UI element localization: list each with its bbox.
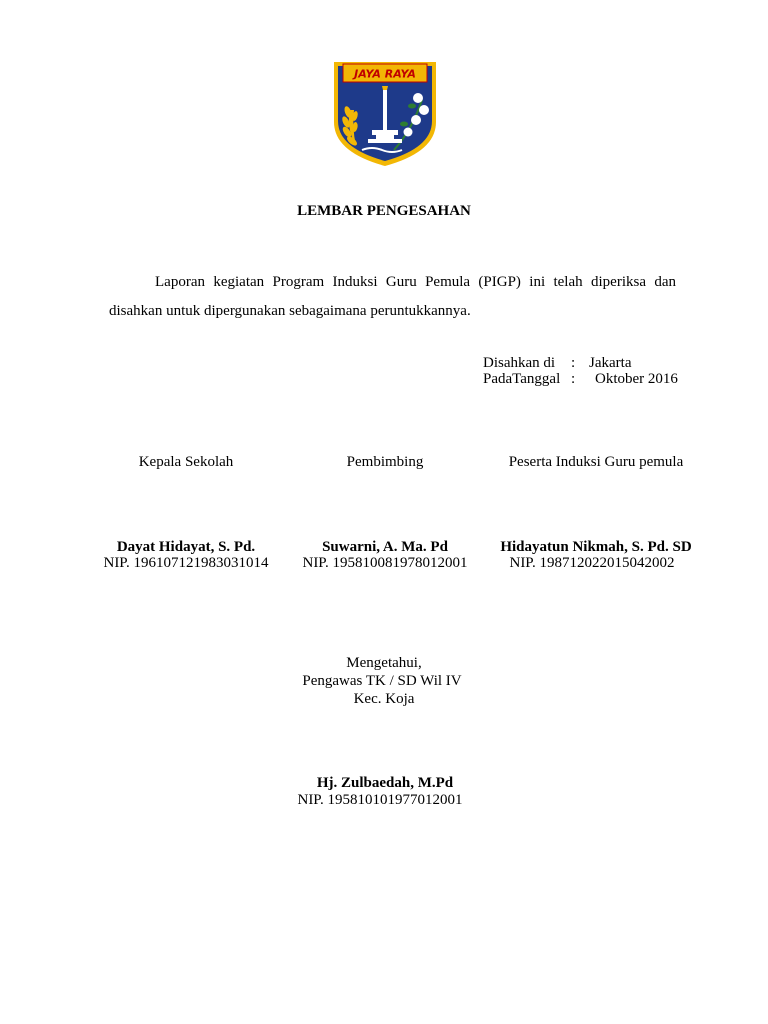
acknowledgment-heading: Mengetahui, (346, 655, 422, 671)
approval-place-line (483, 355, 631, 372)
place-label: Disahkan di (483, 355, 556, 371)
signatory-nip-pembimbing: NIP. 195810081978012001 (302, 555, 468, 571)
place-separator: : (571, 355, 576, 371)
signatory-name-peserta: Hidayatun Nikmah, S. Pd. SD (500, 539, 692, 555)
acknowledgment-position: Pengawas TK / SD Wil IV (302, 673, 462, 689)
acknowledgment-name: Hj. Zulbaedah, M.Pd (316, 775, 454, 791)
role-pembimbing: Pembimbing (346, 454, 424, 470)
approval-date-line (483, 371, 678, 388)
date-value: Oktober 2016 (595, 371, 678, 387)
date-separator: : (571, 371, 576, 387)
role-peserta: Peserta Induksi Guru pemula (508, 454, 684, 470)
signatory-nip-kepala-sekolah: NIP. 196107121983031014 (103, 555, 269, 571)
approval-paragraph: Laporan kegiatan Program Induksi Guru Pemula (PIGP) ini telah diperiksa dan disahkan untuk dipergunakan sebagaimana peruntukkannya. (109, 274, 676, 319)
acknowledgment-nip: NIP. 195810101977012001 (297, 792, 463, 808)
svg-text:JAYA RAYA: JAYA RAYA (354, 67, 416, 81)
jakarta-emblem-logo (332, 60, 438, 168)
signatory-name-kepala-sekolah: Dayat Hidayat, S. Pd. (116, 539, 256, 555)
signatory-nip-peserta: NIP. 198712022015042002 (509, 555, 675, 571)
acknowledgment-district: Kec. Koja (353, 691, 415, 707)
page-title: LEMBAR PENGESAHAN (297, 203, 471, 219)
place-value: Jakarta (589, 355, 632, 371)
role-kepala-sekolah: Kepala Sekolah (138, 454, 234, 470)
signatory-name-pembimbing: Suwarni, A. Ma. Pd (322, 539, 448, 555)
date-label: PadaTanggal (483, 371, 561, 387)
